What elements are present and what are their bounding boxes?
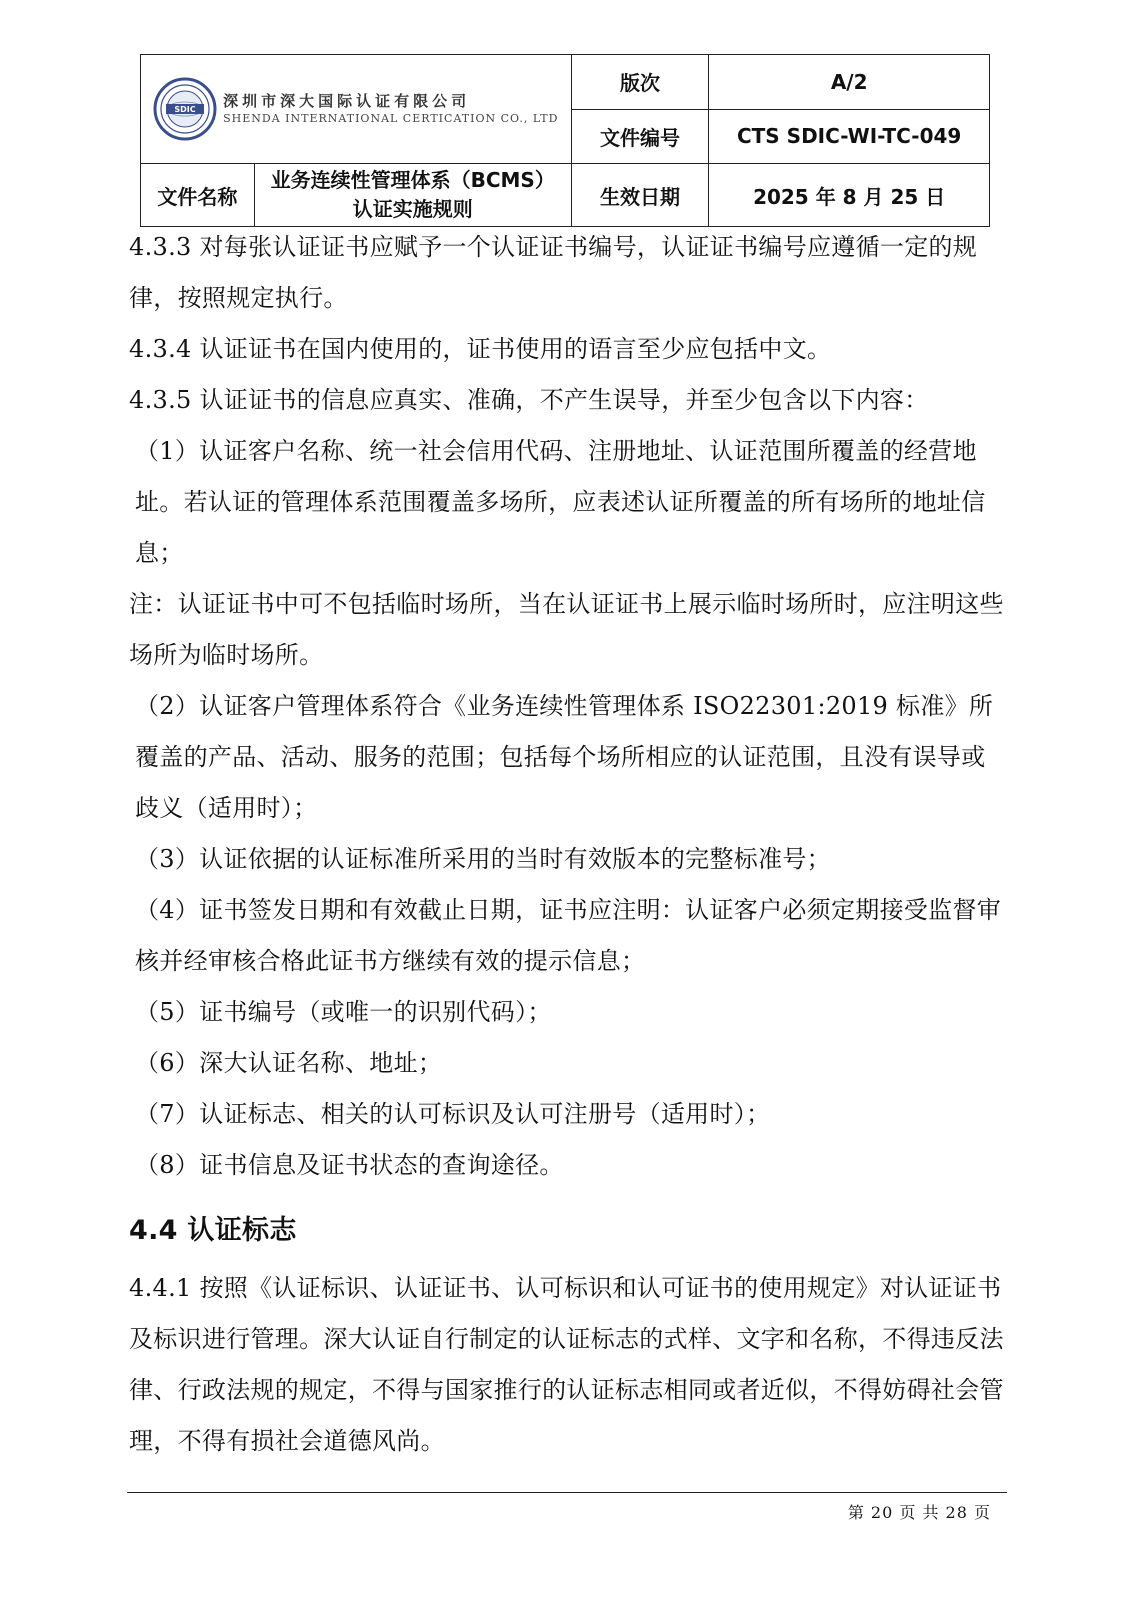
list-item-6: （6）深大认证名称、地址； (135, 1049, 443, 1077)
effective-value: 2025 年 8 月 25 日 (709, 164, 990, 227)
section-title-4-4: 4.4 认证标志 (129, 1215, 297, 1246)
docname-value: 业务连续性管理体系（BCMS）认证实施规则 (254, 164, 571, 227)
logo-mark-text: SDIC (174, 105, 196, 114)
paragraph-4-4-1: 4.4.1 按照《认证标识、认证证书、认可标识和认可证书的使用规定》对认证证书及标识进行管理。深大认证自行制定的认证标志的式样、文字和名称，不得违反法律、行政法规的规定，不得与国家推行的认证标志相同或者近似，不得妨碍社会管理，不得有损社会道德风尚。 (129, 1274, 1004, 1455)
effective-label: 生效日期 (571, 164, 709, 227)
company-logo-icon (153, 77, 217, 141)
list-item-2: （2）认证客户管理体系符合《业务连续性管理体系 ISO22301:2019 标准》所覆盖的产品、活动、服务的范围；包括每个场所相应的认证范围，且没有误导或歧义（适用时）； (135, 692, 994, 822)
docname-label: 文件名称 (141, 164, 255, 227)
page-number: 第 20 页 共 28 页 (847, 1503, 991, 1522)
list-item-4: （4）证书签发日期和有效截止日期，证书应注明：认证客户必须定期接受监督审核并经审核合格此证书方继续有效的提示信息； (135, 896, 1002, 975)
note-paragraph: 注：认证证书中可不包括临时场所，当在认证证书上展示临时场所时，应注明这些场所为临时场所。 (129, 590, 1004, 669)
list-item-3: （3）认证依据的认证标准所采用的当时有效版本的完整标准号； (135, 845, 831, 873)
footer-divider (127, 1492, 1007, 1493)
docno-value: CTS SDIC-WI-TC-049 (709, 109, 990, 164)
list-item-5: （5）证书编号（或唯一的识别代码）； (135, 998, 552, 1026)
paragraph-4-3-3: 4.3.3 对每张认证证书应赋予一个认证证书编号，认证证书编号应遵循一定的规律，按照规定执行。 (129, 233, 978, 312)
header-table (140, 54, 990, 227)
company-name-cn: 深圳市深大国际认证有限公司 (223, 92, 471, 111)
list-item-1: （1）认证客户名称、统一社会信用代码、注册地址、认证范围所覆盖的经营地址。若认证的管理体系范围覆盖多场所，应表述认证所覆盖的所有场所的地址信息； (135, 437, 986, 567)
company-name-en: SHENDA INTERNATIONAL CERTICATION CO., LTD (223, 111, 559, 125)
paragraph-4-3-4: 4.3.4 认证证书在国内使用的，证书使用的语言至少应包括中文。 (129, 335, 832, 363)
version-label: 版次 (571, 55, 709, 110)
version-value: A/2 (709, 55, 990, 110)
list-item-8: （8）证书信息及证书状态的查询途径。 (135, 1151, 564, 1179)
list-item-7: （7）认证标志、相关的认可标识及认可注册号（适用时）； (135, 1100, 771, 1128)
company-logo-cell (141, 55, 572, 164)
paragraph-4-3-5: 4.3.5 认证证书的信息应真实、准确，不产生误导，并至少包含以下内容： (129, 386, 929, 414)
docno-label: 文件编号 (571, 109, 709, 164)
document-body (129, 222, 1009, 1467)
